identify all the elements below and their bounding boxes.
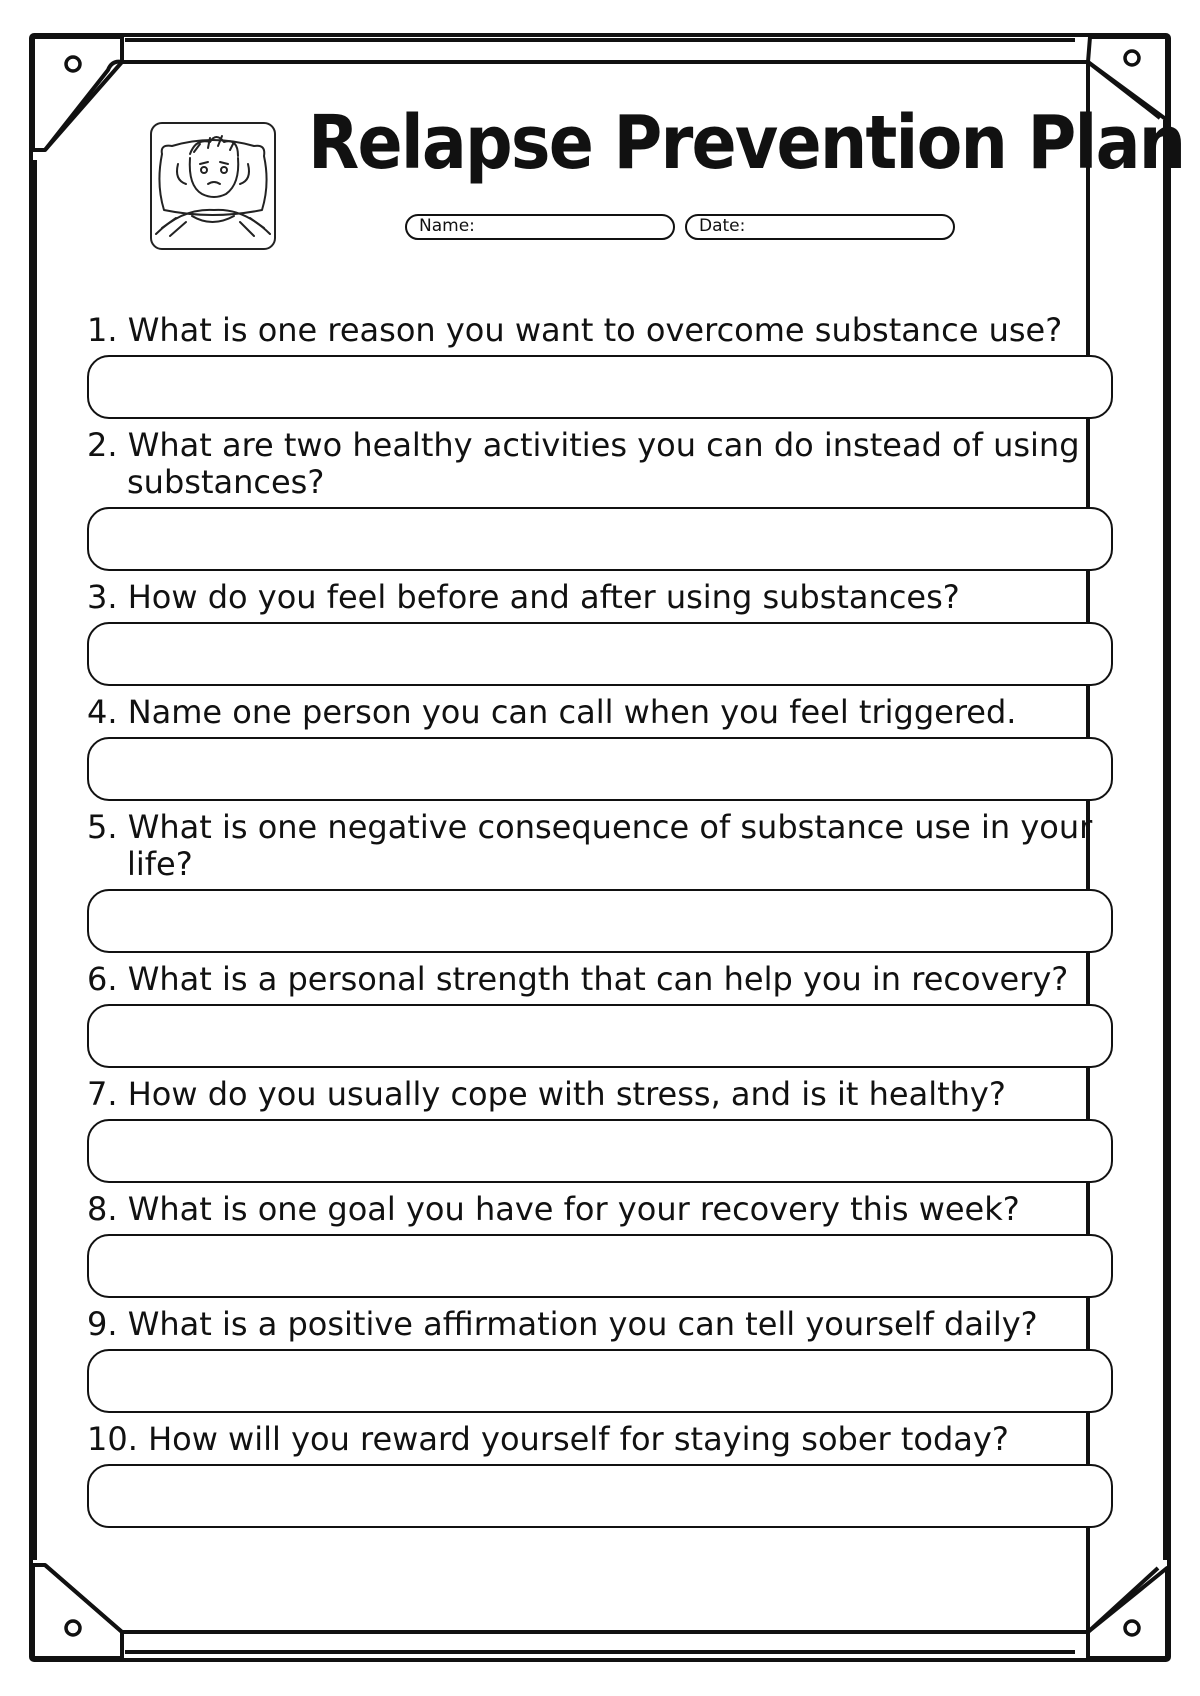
question-7: 7. How do you usually cope with stress, and is it healthy? (87, 1075, 1006, 1113)
corner-screw-icon (66, 57, 80, 71)
answer-box-10[interactable] (87, 1464, 1113, 1528)
question-list (87, 312, 1117, 1536)
name-field[interactable] (405, 214, 675, 240)
question-4: 4. Name one person you can call when you feel triggered. (87, 693, 1017, 731)
date-label: Date: (699, 216, 746, 236)
question-10: 10. How will you reward yourself for staying sober today? (87, 1420, 1009, 1458)
corner-bottom-left (33, 1565, 122, 1658)
name-label: Name: (419, 216, 475, 236)
answer-box-2[interactable] (87, 507, 1113, 571)
answer-box-9[interactable] (87, 1349, 1113, 1413)
question-6: 6. What is a personal strength that can help you in recovery? (87, 960, 1069, 998)
corner-bottom-right (1088, 1568, 1167, 1658)
answer-box-7[interactable] (87, 1119, 1113, 1183)
question-2: 2. What are two healthy activities you can do instead of using substances? (87, 426, 1080, 501)
answer-box-1[interactable] (87, 355, 1113, 419)
question-3: 3. How do you feel before and after using substances? (87, 578, 960, 616)
question-5: 5. What is one negative consequence of substance use in your life? (87, 808, 1093, 883)
question-8: 8. What is one goal you have for your recovery this week? (87, 1190, 1020, 1228)
corner-top-left (33, 37, 122, 150)
answer-box-3[interactable] (87, 622, 1113, 686)
corner-screw-icon (66, 1621, 80, 1635)
answer-box-4[interactable] (87, 737, 1113, 801)
page-title: Relapse Prevention Plan (308, 100, 1185, 186)
date-field[interactable] (685, 214, 955, 240)
answer-box-6[interactable] (87, 1004, 1113, 1068)
answer-box-5[interactable] (87, 889, 1113, 953)
corner-screw-icon (1125, 51, 1139, 65)
worried-child-illustration (150, 122, 276, 250)
question-9: 9. What is a positive affirmation you can tell yourself daily? (87, 1305, 1038, 1343)
corner-screw-icon (1125, 1621, 1139, 1635)
answer-box-8[interactable] (87, 1234, 1113, 1298)
question-1: 1. What is one reason you want to overcome substance use? (87, 311, 1063, 349)
